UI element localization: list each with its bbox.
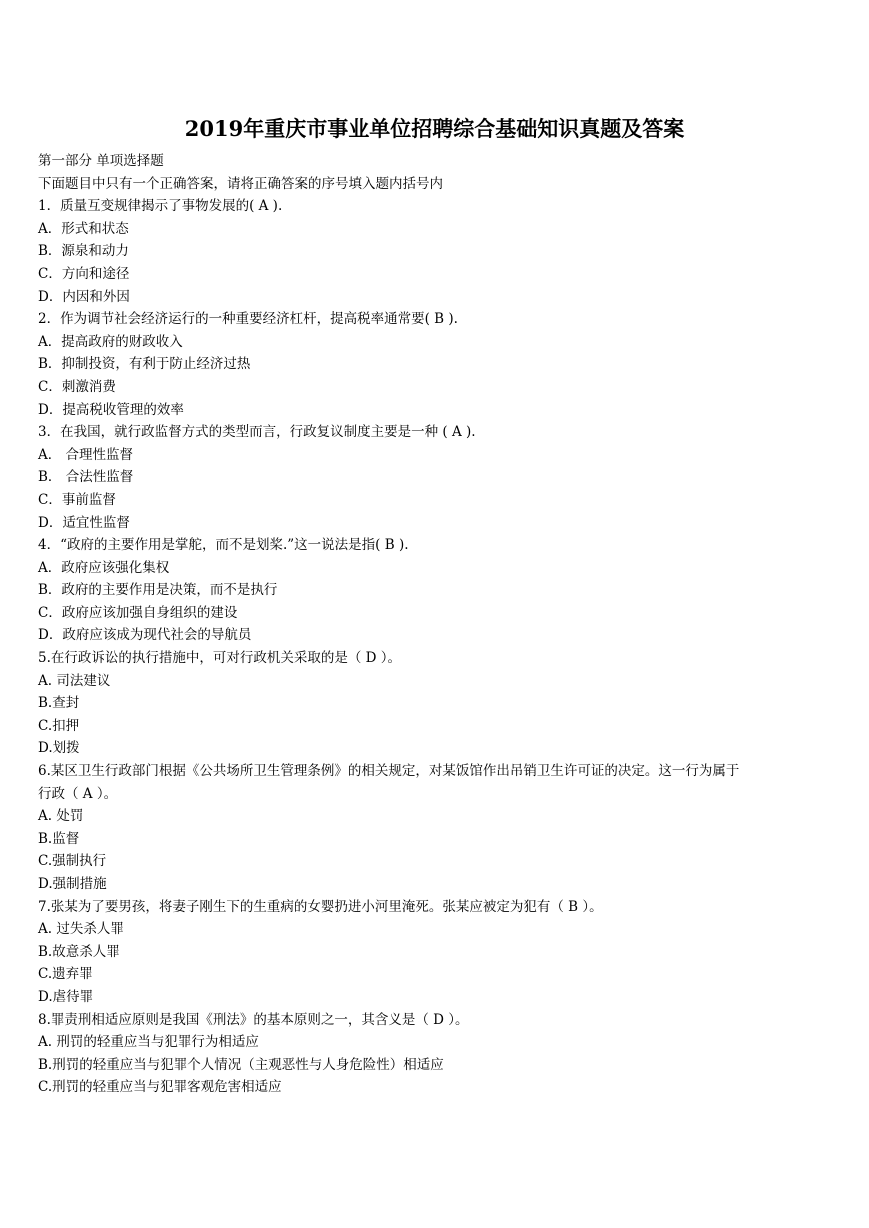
question-8: 8.罪责刑相适应原则是我国《刑法》的基本原则之一，其含义是（ D ）。 <box>38 1011 469 1028</box>
question-4-option-c: C．政府应该加强自身组织的建设 <box>38 604 238 621</box>
question-7: 7.张某为了要男孩，将妻子刚生下的生重病的女婴扔进小河里淹死。张某应被定为犯有（ B ）。 <box>38 898 603 915</box>
question-6: 6.某区卫生行政部门根据《公共场所卫生管理条例》的相关规定，对某饭馆作出吊销卫生许可证的决定。这一行为属于 <box>38 763 740 780</box>
question-list <box>38 150 838 1099</box>
question-1-option-a: A．形式和状态 <box>38 220 129 237</box>
question-5-option-d: D.划拨 <box>38 740 80 757</box>
question-7-option-a: A. 过失杀人罪 <box>38 921 124 938</box>
question-6-option-d: D.强制措施 <box>38 876 107 892</box>
section-heading: 第一部分 单项选择题 <box>38 153 164 169</box>
question-2-option-c: C．刺激消费 <box>38 378 116 395</box>
question-7-option-c: C.遗弃罪 <box>38 966 93 983</box>
question-3: 3．在我国，就行政监督方式的类型而言，行政复议制度主要是一种 ( A ). <box>38 424 476 441</box>
question-4-option-b: B．政府的主要作用是决策，而不是执行 <box>38 582 278 599</box>
question-6-option-b: B.监督 <box>38 830 80 847</box>
question-7-option-b: B.故意杀人罪 <box>38 943 120 960</box>
question-5-option-c: C.扣押 <box>38 717 80 734</box>
question-5-option-a: A. 司法建议 <box>38 672 111 689</box>
question-2-option-d: D．提高税收管理的效率 <box>38 401 184 418</box>
question-6-option-c: C.强制执行 <box>38 853 107 870</box>
question-3-option-b: B． 合法性监督 <box>38 469 134 486</box>
question-5: 5.在行政诉讼的执行措施中，可对行政机关采取的是（ D ）。 <box>38 650 402 667</box>
question-6-option-a: A. 处罚 <box>38 808 84 825</box>
question-7-option-d: D.虐待罪 <box>38 988 94 1005</box>
question-1-option-b: B．源泉和动力 <box>38 243 129 260</box>
question-2-option-b: B．抑制投资，有利于防止经济过热 <box>38 356 251 373</box>
document-title: 2019年重庆市事业单位招聘综合基础知识真题及答案 <box>184 116 685 141</box>
question-8-option-c: C.刑罚的轻重应当与犯罪客观危害相适应 <box>38 1079 282 1096</box>
question-4-option-a: A．政府应该强化集权 <box>38 559 170 576</box>
question-6-continued: 行政（ A ）。 <box>38 785 118 802</box>
question-5-option-b: B.查封 <box>38 695 80 712</box>
question-3-option-a: A． 合理性监督 <box>38 446 134 463</box>
question-2: 2．作为调节社会经济运行的一种重要经济杠杆，提高税率通常要( B ). <box>38 311 458 328</box>
question-1-option-d: D．内因和外因 <box>38 288 130 305</box>
question-4-option-d: D．政府应该成为现代社会的导航员 <box>38 627 252 644</box>
question-1-option-c: C．方向和途径 <box>38 265 130 282</box>
question-4: 4．“政府的主要作用是掌舵，而不是划桨.”这一说法是指( B ). <box>38 537 409 554</box>
question-2-option-a: A．提高政府的财政收入 <box>38 333 183 350</box>
question-3-option-d: D．适宜性监督 <box>38 514 130 531</box>
question-8-option-b: B.刑罚的轻重应当与犯罪个人情况（主观恶性与人身危险性）相适应 <box>38 1056 444 1073</box>
instruction-text: 下面题目中只有一个正确答案，请将正确答案的序号填入题内括号内 <box>38 175 443 192</box>
question-1: 1．质量互变规律揭示了事物发展的( A ). <box>38 198 283 215</box>
question-3-option-c: C．事前监督 <box>38 491 116 508</box>
question-8-option-a: A. 刑罚的轻重应当与犯罪行为相适应 <box>38 1034 259 1051</box>
